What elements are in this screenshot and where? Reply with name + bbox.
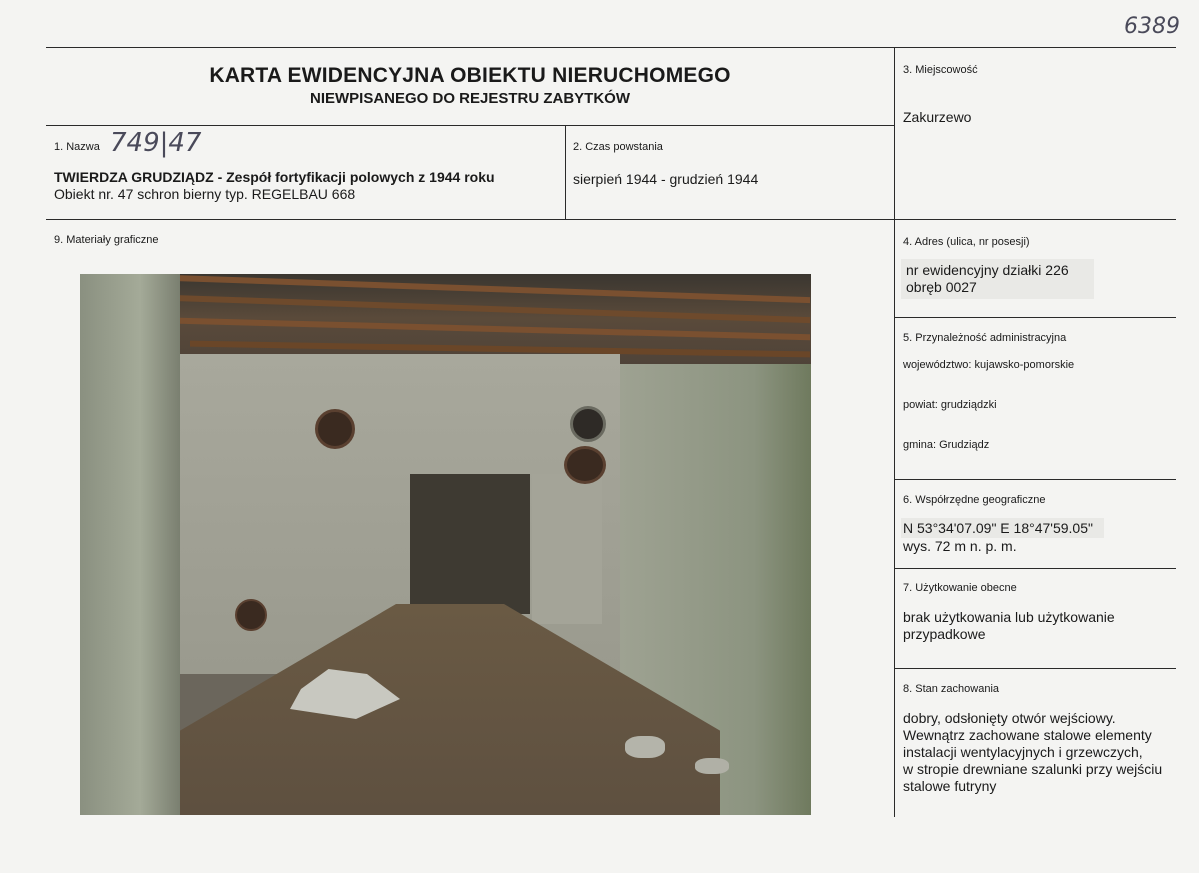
czas-value: sierpień 1944 - grudzień 1944 (573, 171, 759, 187)
grid-line-adres-bottom (895, 317, 1176, 318)
stan-line4: w stropie drewniane szalunki przy wejściu (903, 761, 1163, 777)
grid-line-row1-bottom (46, 219, 1176, 220)
uzytkowanie-line1: brak użytkowania lub użytkowanie (903, 609, 1115, 625)
handwritten-catalogue-number: 6389 (1124, 14, 1180, 39)
card-title: KARTA EWIDENCYJNA OBIEKTU NIERUCHOMEGO (209, 64, 731, 87)
adres-label: 4. Adres (ulica, nr posesji) (903, 236, 1030, 248)
uzytkowanie-line2: przypadkowe (903, 626, 986, 642)
gmina-value: gmina: Grudziądz (903, 439, 990, 451)
stan-line3: instalacji wentylacyjnych i grzewczych, (903, 744, 1143, 760)
powiat-value: powiat: grudziądzki (903, 399, 997, 411)
materialy-label: 9. Materiały graficzne (54, 234, 159, 246)
nazwa-handwritten-number: 749|47 (110, 128, 202, 158)
card-subtitle: NIEWPISANEGO DO REJESTRU ZABYTKÓW (309, 90, 631, 107)
wojewodztwo-value: województwo: kujawsko-pomorskie (903, 359, 1075, 371)
adres-value-box (901, 259, 1094, 299)
grid-line-wspolrzedne-bottom (895, 568, 1176, 569)
grid-line-top (46, 47, 1176, 48)
bunker-interior-photo (80, 274, 811, 815)
stan-line1: dobry, odsłonięty otwór wejściowy. (903, 710, 1116, 726)
grid-line-przynaleznosc-bottom (895, 479, 1176, 480)
czas-label: 2. Czas powstania (573, 141, 663, 153)
stan-label: 8. Stan zachowania (903, 683, 1000, 695)
uzytkowanie-label: 7. Użytkowanie obecne (903, 582, 1017, 594)
wspolrzedne-label: 6. Współrzędne geograficzne (903, 494, 1046, 506)
nazwa-detail: Obiekt nr. 47 schron bierny typ. REGELBAU 668 (54, 186, 356, 202)
grid-line-uzytkowanie-bottom (895, 668, 1176, 669)
nazwa-label: 1. Nazwa (54, 141, 100, 153)
grid-line-nazwa-czas-divider (565, 125, 566, 219)
wspolrzedne-value-box (901, 518, 1104, 538)
wspolrzedne-line1: N 53°34'07.09" E 18°47'59.05" (903, 520, 1093, 536)
stan-line2: Wewnątrz zachowane stalowe elementy (903, 727, 1152, 743)
grid-line-right-column (894, 47, 895, 817)
miejscowosc-value: Zakurzewo (903, 109, 972, 125)
grid-line-title-bottom (46, 125, 894, 126)
stan-line5: stalowe futryny (903, 778, 997, 794)
adres-line1: nr ewidencyjny działki 226 (906, 262, 1069, 278)
przynaleznosc-label: 5. Przynależność administracyjna (903, 332, 1067, 344)
miejscowosc-label: 3. Miejscowość (903, 64, 978, 76)
nazwa-value: TWIERDZA GRUDZIĄDZ - Zespół fortyfikacji polowych z 1944 roku (54, 169, 495, 185)
adres-line2: obręb 0027 (906, 279, 977, 295)
wspolrzedne-line2: wys. 72 m n. p. m. (903, 538, 1017, 554)
